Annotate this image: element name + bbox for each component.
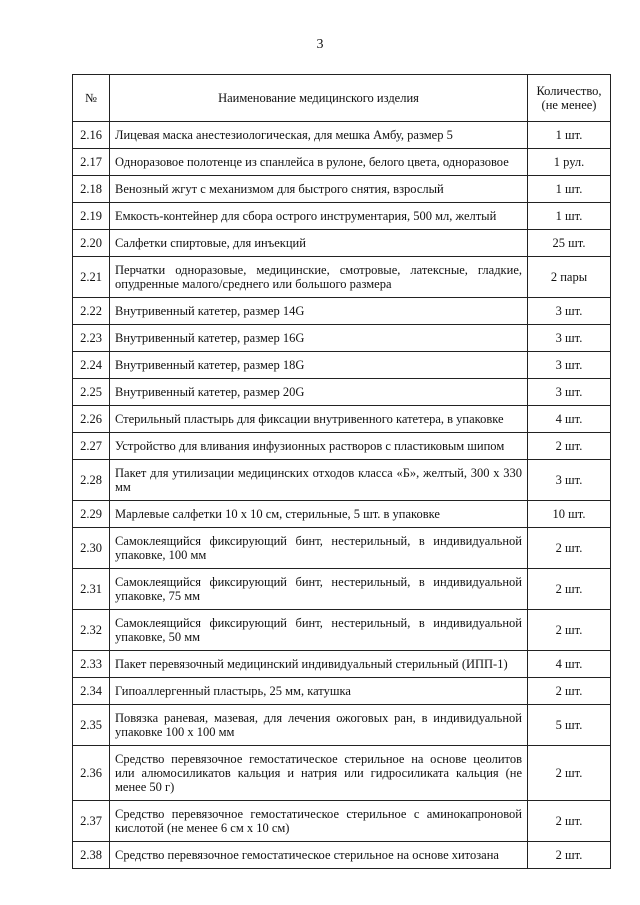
- item-number: 2.21: [73, 257, 110, 298]
- item-name: Средство перевязочное гемостатическое стерильное с аминокапроновой кислотой (не менее 6 см х 10 см): [110, 801, 528, 842]
- item-name: Стерильный пластырь для фиксации внутривенного катетера, в упаковке: [110, 406, 528, 433]
- item-quantity: 5 шт.: [528, 705, 611, 746]
- item-name: Пакет для утилизации медицинских отходов класса «Б», желтый, 300 х 330 мм: [110, 460, 528, 501]
- item-number: 2.30: [73, 528, 110, 569]
- item-name: Самоклеящийся фиксирующий бинт, нестерильный, в индивидуальной упаковке, 100 мм: [110, 528, 528, 569]
- item-quantity: 1 шт.: [528, 203, 611, 230]
- item-name: Пакет перевязочный медицинский индивидуальный стерильный (ИПП-1): [110, 651, 528, 678]
- header-item-name: Наименование медицинского изделия: [110, 75, 528, 122]
- table-row: [73, 746, 611, 801]
- item-number: 2.19: [73, 203, 110, 230]
- item-number: 2.24: [73, 352, 110, 379]
- table-row: [73, 433, 611, 460]
- item-number: 2.37: [73, 801, 110, 842]
- item-number: 2.33: [73, 651, 110, 678]
- item-quantity: 2 шт.: [528, 569, 611, 610]
- medical-items-table: [72, 74, 611, 869]
- table-row: [73, 257, 611, 298]
- item-quantity: 1 рул.: [528, 149, 611, 176]
- item-name: Устройство для вливания инфузионных растворов с пластиковым шипом: [110, 433, 528, 460]
- table-row: [73, 801, 611, 842]
- item-number: 2.25: [73, 379, 110, 406]
- table-row: [73, 149, 611, 176]
- table-row: [73, 298, 611, 325]
- item-name: Средство перевязочное гемостатическое стерильное на основе хитозана: [110, 842, 528, 869]
- item-number: 2.23: [73, 325, 110, 352]
- table-row: [73, 610, 611, 651]
- table-row: [73, 528, 611, 569]
- item-quantity: 4 шт.: [528, 651, 611, 678]
- item-number: 2.36: [73, 746, 110, 801]
- item-name: Лицевая маска анестезиологическая, для мешка Амбу, размер 5: [110, 122, 528, 149]
- item-number: 2.34: [73, 678, 110, 705]
- table-row: [73, 176, 611, 203]
- item-name: Венозный жгут с механизмом для быстрого снятия, взрослый: [110, 176, 528, 203]
- item-quantity: 25 шт.: [528, 230, 611, 257]
- table-row: [73, 569, 611, 610]
- table-row: [73, 651, 611, 678]
- item-name: Внутривенный катетер, размер 16G: [110, 325, 528, 352]
- item-quantity: 3 шт.: [528, 352, 611, 379]
- item-number: 2.38: [73, 842, 110, 869]
- item-name: Марлевые салфетки 10 х 10 см, стерильные, 5 шт. в упаковке: [110, 501, 528, 528]
- item-name: Средство перевязочное гемостатическое стерильное на основе цеолитов или алюмосиликатов кальция и натрия или гидросиликата кальция (не менее 50 г): [110, 746, 528, 801]
- item-number: 2.16: [73, 122, 110, 149]
- table-row: [73, 203, 611, 230]
- table-row: [73, 379, 611, 406]
- item-quantity: 3 шт.: [528, 298, 611, 325]
- item-name: Повязка раневая, мазевая, для лечения ожоговых ран, в индивидуальной упаковке 100 х 100 мм: [110, 705, 528, 746]
- item-name: Самоклеящийся фиксирующий бинт, нестерильный, в индивидуальной упаковке, 50 мм: [110, 610, 528, 651]
- table-row: [73, 501, 611, 528]
- table-row: [73, 352, 611, 379]
- item-quantity: 3 шт.: [528, 379, 611, 406]
- item-number: 2.32: [73, 610, 110, 651]
- item-quantity: 4 шт.: [528, 406, 611, 433]
- item-number: 2.28: [73, 460, 110, 501]
- item-quantity: 2 пары: [528, 257, 611, 298]
- item-number: 2.20: [73, 230, 110, 257]
- item-quantity: 1 шт.: [528, 122, 611, 149]
- item-quantity: 3 шт.: [528, 460, 611, 501]
- table-row: [73, 122, 611, 149]
- item-number: 2.35: [73, 705, 110, 746]
- item-number: 2.17: [73, 149, 110, 176]
- item-name: Одноразовое полотенце из спанлейса в рулоне, белого цвета, одноразовое: [110, 149, 528, 176]
- item-quantity: 2 шт.: [528, 801, 611, 842]
- table-row: [73, 705, 611, 746]
- item-quantity: 3 шт.: [528, 325, 611, 352]
- item-name: Перчатки одноразовые, медицинские, смотровые, латексные, гладкие, опудренные малого/среднего или большого размера: [110, 257, 528, 298]
- item-quantity: 10 шт.: [528, 501, 611, 528]
- item-quantity: 2 шт.: [528, 678, 611, 705]
- item-name: Внутривенный катетер, размер 18G: [110, 352, 528, 379]
- table-row: [73, 406, 611, 433]
- header-number: №: [73, 75, 110, 122]
- item-quantity: 2 шт.: [528, 528, 611, 569]
- item-number: 2.27: [73, 433, 110, 460]
- item-quantity: 1 шт.: [528, 176, 611, 203]
- table-row: [73, 678, 611, 705]
- table-header-row: [73, 75, 611, 122]
- item-number: 2.22: [73, 298, 110, 325]
- table-row: [73, 460, 611, 501]
- item-quantity: 2 шт.: [528, 610, 611, 651]
- item-quantity: 2 шт.: [528, 842, 611, 869]
- item-name: Самоклеящийся фиксирующий бинт, нестерильный, в индивидуальной упаковке, 75 мм: [110, 569, 528, 610]
- item-number: 2.29: [73, 501, 110, 528]
- item-name: Емкость-контейнер для сбора острого инструментария, 500 мл, желтый: [110, 203, 528, 230]
- item-name: Внутривенный катетер, размер 14G: [110, 298, 528, 325]
- header-quantity: Количество, (не менее): [528, 75, 611, 122]
- table-row: [73, 230, 611, 257]
- item-number: 2.18: [73, 176, 110, 203]
- item-name: Внутривенный катетер, размер 20G: [110, 379, 528, 406]
- table-row: [73, 325, 611, 352]
- page-number: 3: [316, 37, 324, 52]
- item-name: Салфетки спиртовые, для инъекций: [110, 230, 528, 257]
- item-number: 2.31: [73, 569, 110, 610]
- table-row: [73, 842, 611, 869]
- item-quantity: 2 шт.: [528, 746, 611, 801]
- item-quantity: 2 шт.: [528, 433, 611, 460]
- item-number: 2.26: [73, 406, 110, 433]
- item-name: Гипоаллергенный пластырь, 25 мм, катушка: [110, 678, 528, 705]
